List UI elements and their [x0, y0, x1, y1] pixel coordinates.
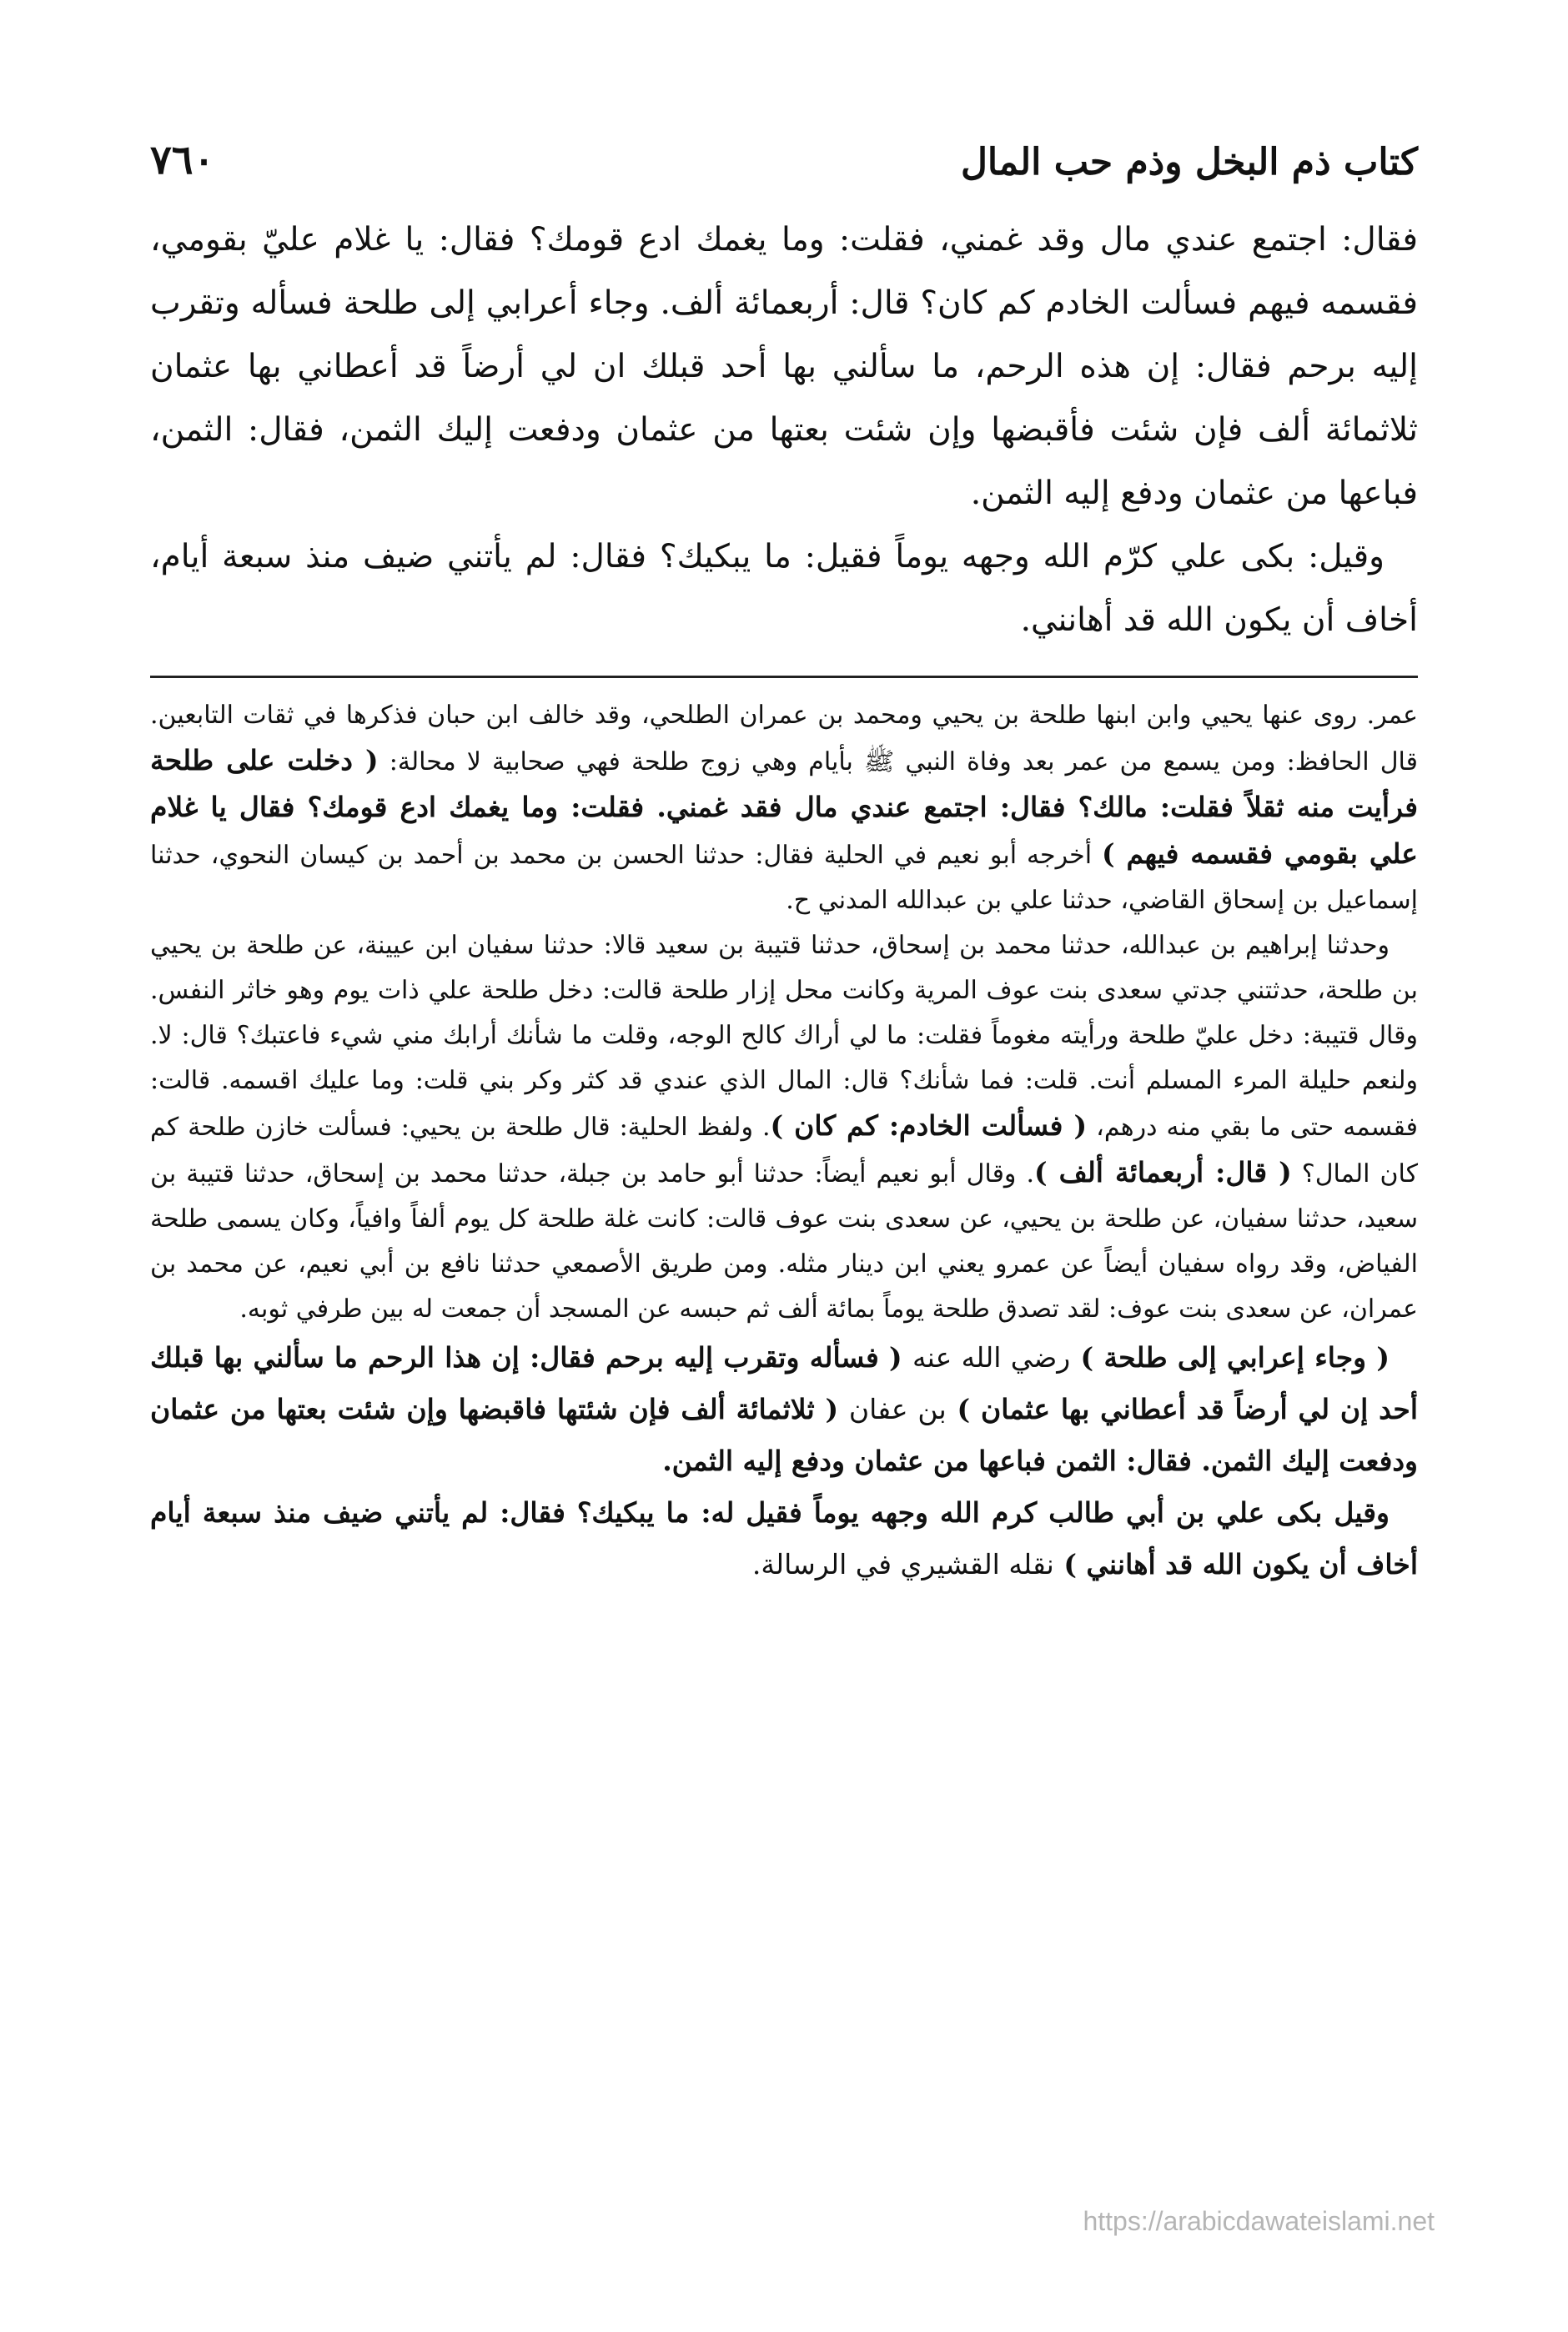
footnote-text: بن عفان: [848, 1393, 947, 1425]
footnote-quote: وقيل بكى علي بن أبي طالب كرم الله وجهه يوماً فقيل له: ما يبكيك؟ فقال: لم يأتني ضيف منذ سبعة أيام أخاف أن يكون الله قد أهانني ): [150, 1496, 1418, 1581]
footnote-quote: ( قال: أربعمائة ألف ): [1033, 1156, 1292, 1189]
main-paragraph-2: وقيل: بكى علي كرّم الله وجهه يوماً فقيل: ما يبكيك؟ فقال: لم يأتني ضيف منذ سبعة أيام، أخاف أن يكون الله قد أهانني.: [150, 538, 1418, 639]
main-paragraph-1: فقال: اجتمع عندي مال وقد غمني، فقلت: وما يغمك ادع قومك؟ فقال: يا غلام عليّ بقومي، فقسمه فيهم فسألت الخادم كم كان؟ قال: أربعمائة ألف. وجاء أعرابي إلى طلحة فسأله وتقرب إليه برحم فقال: إن هذه الرحم، ما سألني بها أحد قبلك ان لي أرضاً قد أعطاني بها عثمان ثلاثمائة ألف فإن شئت فأقبضها وإن شئت بعتها من عثمان ودفعت إليك الثمن، فقال: الثمن، فباعها من عثمان ودفع إليه الثمن.: [150, 221, 1418, 512]
footnote-text: نقله القشيري في الرسالة.: [751, 1548, 1054, 1581]
footnote-paragraph-1: [150, 693, 1418, 923]
footnote-paragraph-3: [150, 1332, 1418, 1487]
footnote-text: . ولفظ الحلية: قال طلحة بن يحيي: فسألت خازن طلحة كم كان المال؟: [150, 1113, 1418, 1189]
footnote-text: عمر. روى عنها يحيي وابن ابنها طلحة بن يحيي ومحمد بن عمران الطلحي، وقد خالف ابن حبان فذكرها في ثقات التابعين. قال الحافظ: ومن يسمع من عمر بعد وفاة النبي ﷺ بأيام وهي زوج طلحة فهي صحابية لا محالة:: [150, 701, 1419, 776]
footnote-quote: ( وجاء إعرابي إلى طلحة ): [1070, 1341, 1390, 1374]
watermark-url: https://arabicdawateislami.net: [1083, 2206, 1435, 2236]
footnote-text: رضي الله عنه: [912, 1341, 1071, 1374]
book-page: [150, 108, 1418, 1591]
footnote-quote: ( ثلاثمائة ألف فإن شئتها فاقبضها وإن شئت بعتها من عثمان ودفعت إليك الثمن. فقال: الثمن فباعها من عثمان ودفع إليه الثمن.: [150, 1393, 1418, 1477]
footnote-quote: ( فسألت الخادم: كم كان ): [770, 1109, 1088, 1142]
page-number: ٧٦٠: [150, 137, 215, 183]
footnote-text: . وقال أبو نعيم أيضاً: حدثنا أبو حامد بن جبلة، حدثنا محمد بن إسحاق، حدثنا قتيبة بن سعيد، حدثنا سفيان، عن طلحة بن يحيي، عن سعدى بنت عوف قالت: كانت غلة طلحة كل يوم ألفاً وافياً، وكان يسمى طلحة الفياض، وقد رواه سفيان أيضاً عن عمرو يعني ابن دينار مثله. ومن طريق الأصمعي حدثنا نافع بن أبي نعيم، عن محمد بن عمران، عن سعدى بنت عوف: لقد تصدق طلحة يوماً بمائة ألف ثم حبسه عن المسجد أن جمعت له بين طرفي ثوبه.: [150, 1159, 1418, 1324]
footnote-quote: ( دخلت على طلحة فرأيت منه ثقلاً فقلت: مالك؟ فقال: اجتمع عندي مال فقد غمني. فقلت: وما يغمك ادع قومك؟ فقال يا غلام علي بقومي فقسمه فيهم ): [150, 744, 1418, 870]
footnote-text: أخرجه أبو نعيم في الحلية فقال: حدثنا الحسن بن محمد بن أحمد بن كيسان النحوي، حدثنا إسماعيل بن إسحاق القاضي، حدثنا علي بن عبدالله المدني ح.: [150, 841, 1418, 915]
footnote-paragraph-4: [150, 1487, 1418, 1591]
footnote-paragraph-2: [150, 923, 1418, 1332]
footnotes: [150, 693, 1418, 1591]
footnote-text: وحدثنا إبراهيم بن عبدالله، حدثنا محمد بن إسحاق، حدثنا قتيبة بن سعيد قالا: حدثنا سفيان ابن عيينة، عن طلحة بن يحيي بن طلحة، حدثتني جدتي سعدى بنت عوف المرية وكانت محل إزار طلحة قالت: دخل طلحة علي ذات يوم وهو خاثر النفس. وقال قتيبة: دخل عليّ طلحة ورأيته مغوماً فقلت: ما لي أراك كالح الوجه، وقلت ما شأنك أرابك مني شيء فاعتبك؟ قال: لا. ولنعم حليلة المرء المسلم أنت. قلت: فما شأنك؟ قال: المال الذي عندي قد كثر وكر بني قلت: وما عليك اقسمه. قالت: فقسمه حتى ما بقي منه درهم،: [150, 931, 1418, 1142]
main-text: [150, 209, 1418, 652]
page-header: [150, 108, 1418, 183]
footnote-divider: [150, 676, 1418, 678]
book-title: كتاب ذم البخل وذم حب المال: [960, 141, 1418, 183]
footnote-quote: ( فسأله وتقرب إليه برحم فقال: إن هذا الرحم ما سألني بها قبلك أحد إن لي أرضاً قد أعطاني بها عثمان ): [150, 1341, 1418, 1425]
